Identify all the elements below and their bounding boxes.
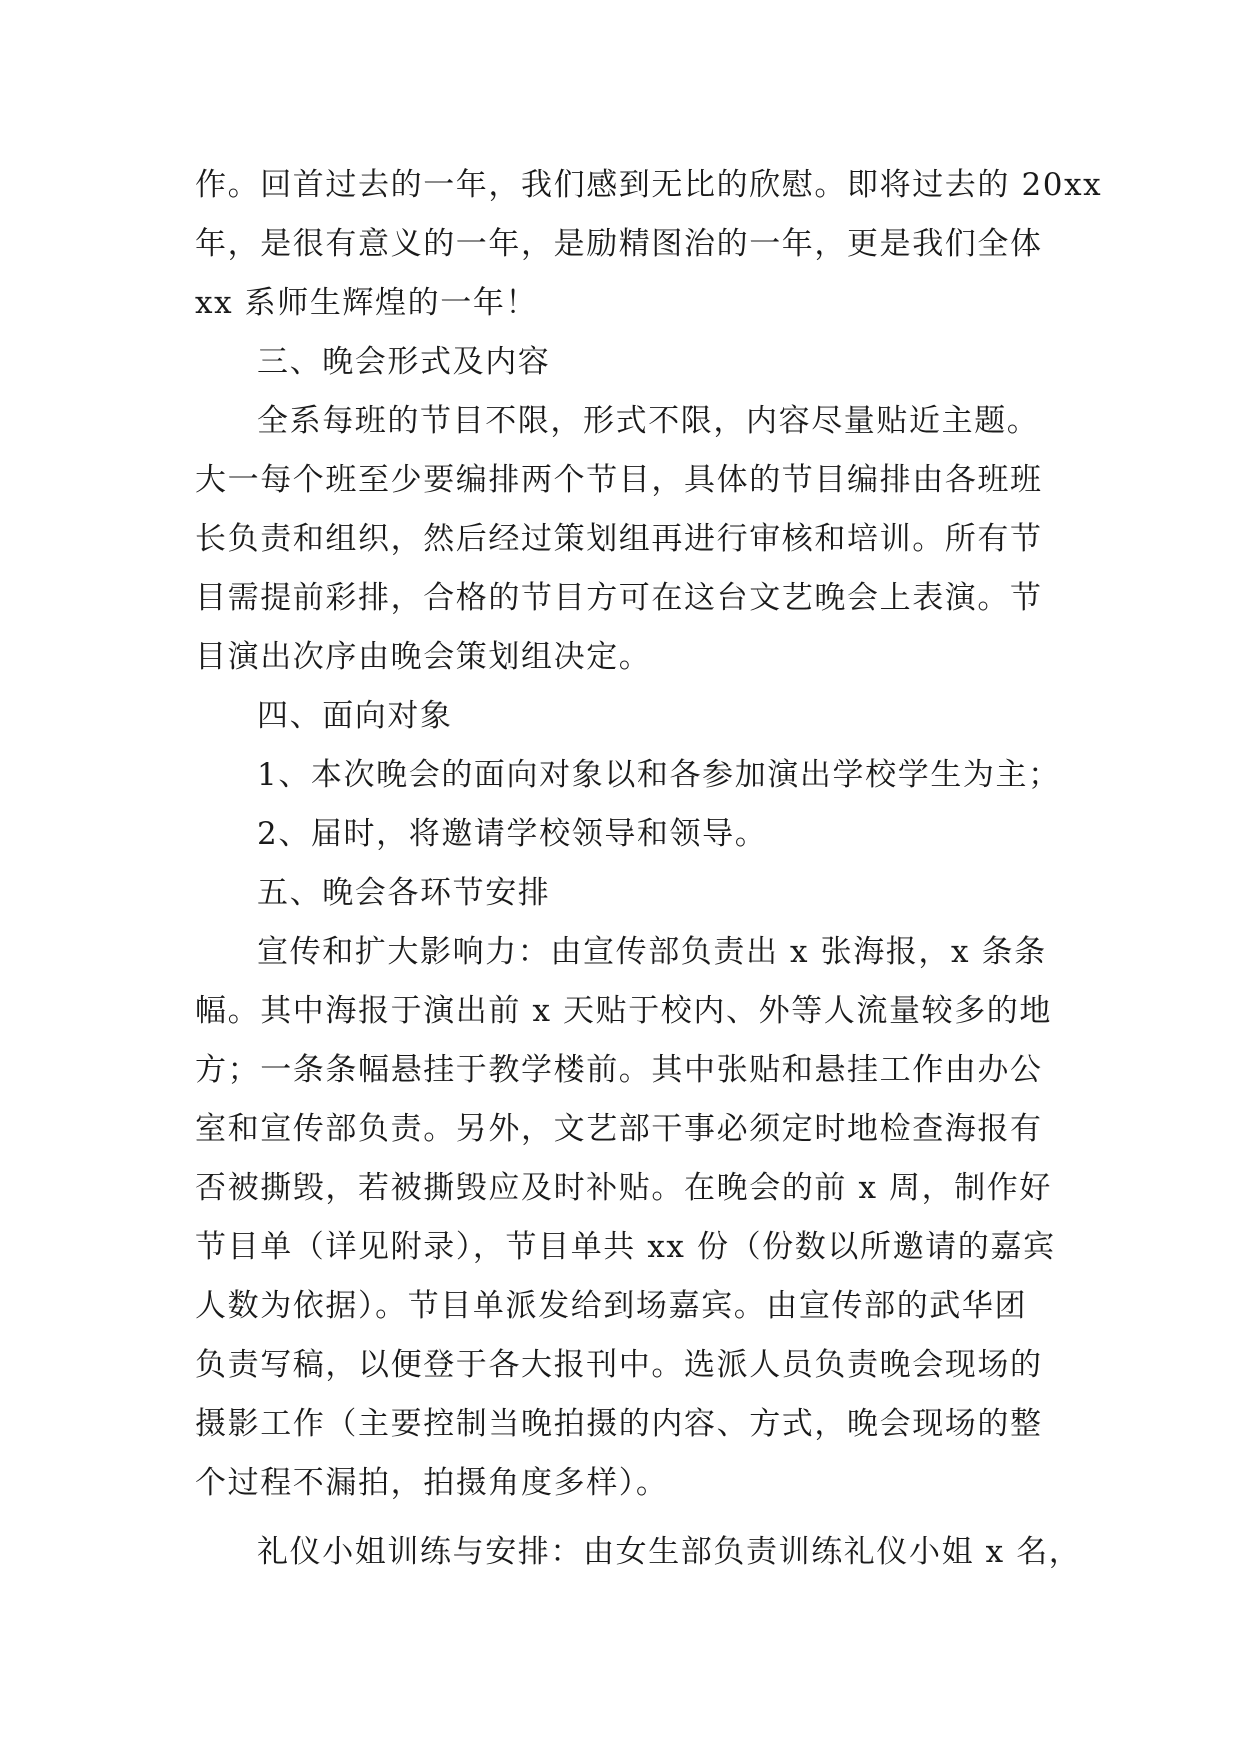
section-heading: 三、晚会形式及内容	[257, 344, 551, 380]
paragraph-line: 长负责和组织，然后经过策划组再进行审核和培训。所有节	[195, 521, 1043, 557]
paragraph-line: 负责写稿，以便登于各大报刊中。选派人员负责晚会现场的	[195, 1347, 1043, 1383]
paragraph-line: 目需提前彩排，合格的节目方可在这台文艺晚会上表演。节	[195, 580, 1043, 616]
paragraph-line: 人数为依据）。节目单派发给到场嘉宾。由宣传部的武华团	[195, 1288, 1028, 1324]
paragraph-line: 节目单（详见附录），节目单共 xx 份（份数以所邀请的嘉宾	[195, 1229, 1056, 1265]
list-item: 2、届时，将邀请学校领导和领导。	[257, 816, 768, 852]
paragraph-line: 个过程不漏拍，拍摄角度多样）。	[195, 1465, 669, 1501]
paragraph-line: 大一每个班至少要编排两个节目，具体的节目编排由各班班	[195, 462, 1043, 498]
paragraph-line: 室和宣传部负责。另外，文艺部干事必须定时地检查海报有	[195, 1111, 1043, 1147]
paragraph-line: 否被撕毁，若被撕毁应及时补贴。在晚会的前 x 周，制作好	[195, 1170, 1052, 1206]
section-heading: 四、面向对象	[257, 698, 453, 734]
paragraph-line: xx 系师生辉煌的一年！	[195, 285, 539, 321]
paragraph-line: 摄影工作（主要控制当晚拍摄的内容、方式，晚会现场的整	[195, 1406, 1043, 1442]
paragraph-line: 年，是很有意义的一年，是励精图治的一年，更是我们全体	[195, 226, 1043, 262]
paragraph-line: 礼仪小姐训练与安排：由女生部负责训练礼仪小姐 x 名，	[257, 1534, 1082, 1570]
paragraph-line: 宣传和扩大影响力：由宣传部负责出 x 张海报，x 条条	[257, 934, 1047, 970]
section-heading: 五、晚会各环节安排	[257, 875, 551, 911]
paragraph-line: 幅。其中海报于演出前 x 天贴于校内、外等人流量较多的地	[195, 993, 1052, 1029]
paragraph-line: 目演出次序由晚会策划组决定。	[195, 639, 652, 675]
paragraph-line: 方；一条条幅悬挂于教学楼前。其中张贴和悬挂工作由办公	[195, 1052, 1043, 1088]
list-item: 1、本次晚会的面向对象以和各参加演出学校学生为主；	[257, 757, 1061, 793]
paragraph-line: 全系每班的节目不限，形式不限，内容尽量贴近主题。	[257, 403, 1040, 439]
paragraph-line: 作。回首过去的一年，我们感到无比的欣慰。即将过去的 20xx	[195, 167, 1103, 203]
